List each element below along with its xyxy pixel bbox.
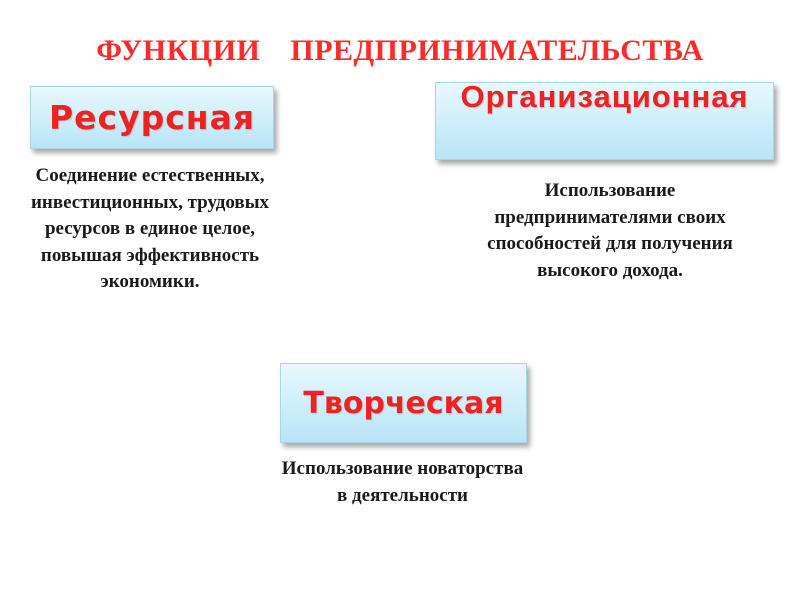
function-description-resource: Соединение естественных, инвестиционных, трудовых ресурсов в единое целое, повышая эффективность экономики. <box>30 165 270 292</box>
function-label-resource: Ресурсная <box>48 98 256 137</box>
function-description-organizational: Использование предпринимателями своих способностей для получения высокого дохода. <box>487 180 733 281</box>
function-card-organizational <box>435 79 774 160</box>
function-label-organizational: Организационная <box>460 79 749 114</box>
function-label-creative: Творческая <box>303 385 504 421</box>
function-card-creative <box>280 363 527 443</box>
slide-title: ФУНКЦИИ ПРЕДПРИНИМАТЕЛЬСТВА <box>96 34 704 67</box>
function-description-creative: Использование новаторства в деятельности <box>281 458 524 506</box>
function-card-resource <box>30 86 274 149</box>
